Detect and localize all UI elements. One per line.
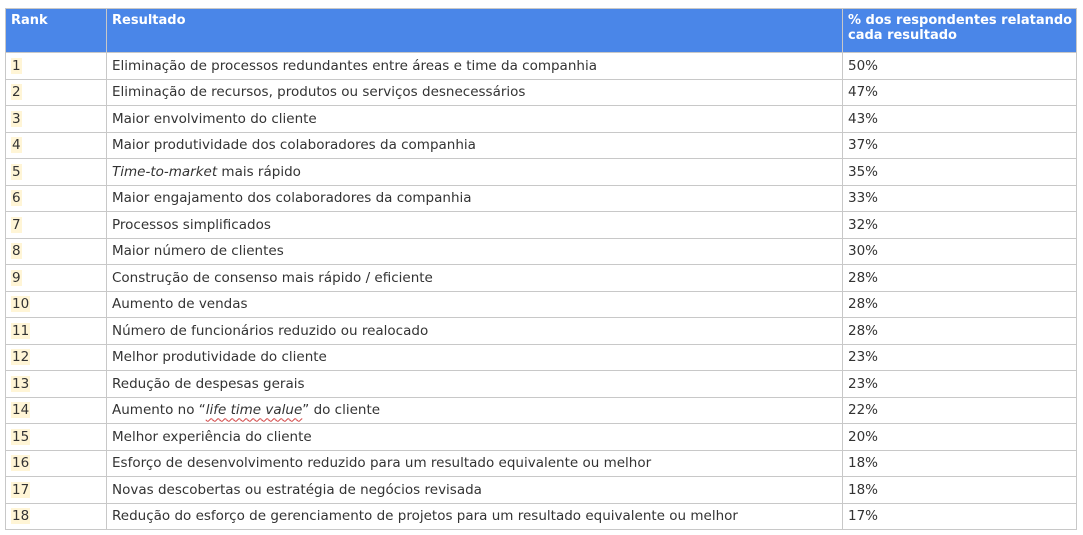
table-row	[6, 318, 1077, 345]
result-cell: Aumento de vendas	[107, 291, 843, 318]
rank-value: 4	[12, 137, 21, 154]
rank-value: 9	[12, 269, 21, 286]
rank-cell	[6, 159, 107, 186]
rank-value: 7	[12, 216, 21, 233]
result-cell: Novas descobertas ou estratégia de negócios revisada	[107, 477, 843, 504]
rank-cell	[6, 318, 107, 345]
table-row	[6, 212, 1077, 239]
rank-value: 15	[12, 428, 30, 445]
rank-value: 12	[12, 349, 30, 366]
table-row	[6, 159, 1077, 186]
rank-value: 13	[12, 375, 30, 392]
percent-cell: 17%	[843, 503, 1077, 530]
table-row	[6, 106, 1077, 133]
result-italic-part: life time value	[205, 402, 303, 419]
result-cell: Maior número de clientes	[107, 238, 843, 265]
rank-cell	[6, 371, 107, 398]
result-text-part: mais rápido	[217, 163, 301, 180]
percent-cell: 35%	[843, 159, 1077, 186]
percent-cell: 23%	[843, 371, 1077, 398]
rank-value: 11	[12, 322, 30, 339]
percent-cell: 47%	[843, 79, 1077, 106]
table-row	[6, 185, 1077, 212]
result-cell: Construção de consenso mais rápido / eficiente	[107, 265, 843, 292]
percent-cell: 37%	[843, 132, 1077, 159]
rank-value: 8	[12, 243, 21, 260]
rank-cell	[6, 291, 107, 318]
result-italic-part: Time-to-market	[112, 163, 218, 180]
result-cell: Maior produtividade dos colaboradores da companhia	[107, 132, 843, 159]
result-cell: Redução de despesas gerais	[107, 371, 843, 398]
rank-cell	[6, 265, 107, 292]
result-cell	[107, 397, 843, 424]
rank-cell	[6, 503, 107, 530]
rank-cell	[6, 106, 107, 133]
percent-cell: 28%	[843, 291, 1077, 318]
rank-value: 2	[12, 84, 21, 101]
table-row	[6, 344, 1077, 371]
percent-cell: 20%	[843, 424, 1077, 451]
header-rank: Rank	[6, 9, 107, 53]
table-body	[6, 53, 1077, 530]
percent-cell: 32%	[843, 212, 1077, 239]
percent-cell: 28%	[843, 318, 1077, 345]
rank-cell	[6, 53, 107, 80]
table-row	[6, 503, 1077, 530]
rank-value: 17	[12, 481, 30, 498]
table-row	[6, 53, 1077, 80]
rank-value: 3	[12, 110, 21, 127]
rank-cell	[6, 185, 107, 212]
result-cell: Eliminação de processos redundantes entre áreas e time da companhia	[107, 53, 843, 80]
rank-cell	[6, 424, 107, 451]
result-cell: Processos simplificados	[107, 212, 843, 239]
table-row	[6, 477, 1077, 504]
result-cell: Melhor produtividade do cliente	[107, 344, 843, 371]
result-cell: Número de funcionários reduzido ou realocado	[107, 318, 843, 345]
table-row	[6, 450, 1077, 477]
percent-cell: 28%	[843, 265, 1077, 292]
table-row	[6, 291, 1077, 318]
table-row	[6, 371, 1077, 398]
rank-value: 5	[12, 163, 21, 180]
rank-cell	[6, 238, 107, 265]
percent-cell: 50%	[843, 53, 1077, 80]
rank-cell	[6, 212, 107, 239]
result-cell: Melhor experiência do cliente	[107, 424, 843, 451]
result-cell: Eliminação de recursos, produtos ou serviços desnecessários	[107, 79, 843, 106]
rank-cell	[6, 450, 107, 477]
table-row	[6, 265, 1077, 292]
results-table	[5, 8, 1077, 530]
percent-cell: 30%	[843, 238, 1077, 265]
table-row	[6, 132, 1077, 159]
result-text-part: ” do cliente	[302, 402, 381, 419]
result-text-part: Aumento no “	[112, 402, 206, 419]
rank-cell	[6, 79, 107, 106]
percent-cell: 18%	[843, 450, 1077, 477]
result-cell: Esforço de desenvolvimento reduzido para um resultado equivalente ou melhor	[107, 450, 843, 477]
rank-cell	[6, 397, 107, 424]
result-cell: Maior envolvimento do cliente	[107, 106, 843, 133]
rank-cell	[6, 344, 107, 371]
header-percent: % dos respondentes relatando cada resultado	[843, 9, 1077, 53]
table-row	[6, 238, 1077, 265]
rank-value: 1	[12, 57, 21, 74]
rank-value: 18	[12, 508, 30, 525]
table-row	[6, 424, 1077, 451]
percent-cell: 22%	[843, 397, 1077, 424]
percent-cell: 33%	[843, 185, 1077, 212]
percent-cell: 43%	[843, 106, 1077, 133]
result-cell: Maior engajamento dos colaboradores da companhia	[107, 185, 843, 212]
result-cell	[107, 159, 843, 186]
rank-cell	[6, 477, 107, 504]
percent-cell: 18%	[843, 477, 1077, 504]
header-row	[6, 9, 1077, 53]
percent-cell: 23%	[843, 344, 1077, 371]
rank-value: 10	[12, 296, 30, 313]
rank-cell	[6, 132, 107, 159]
result-cell: Redução do esforço de gerenciamento de projetos para um resultado equivalente ou melhor	[107, 503, 843, 530]
rank-value: 6	[12, 190, 21, 207]
table-row	[6, 397, 1077, 424]
header-result: Resultado	[107, 9, 843, 53]
table-row	[6, 79, 1077, 106]
table-header	[6, 9, 1077, 53]
rank-value: 14	[12, 402, 30, 419]
rank-value: 16	[12, 455, 30, 472]
